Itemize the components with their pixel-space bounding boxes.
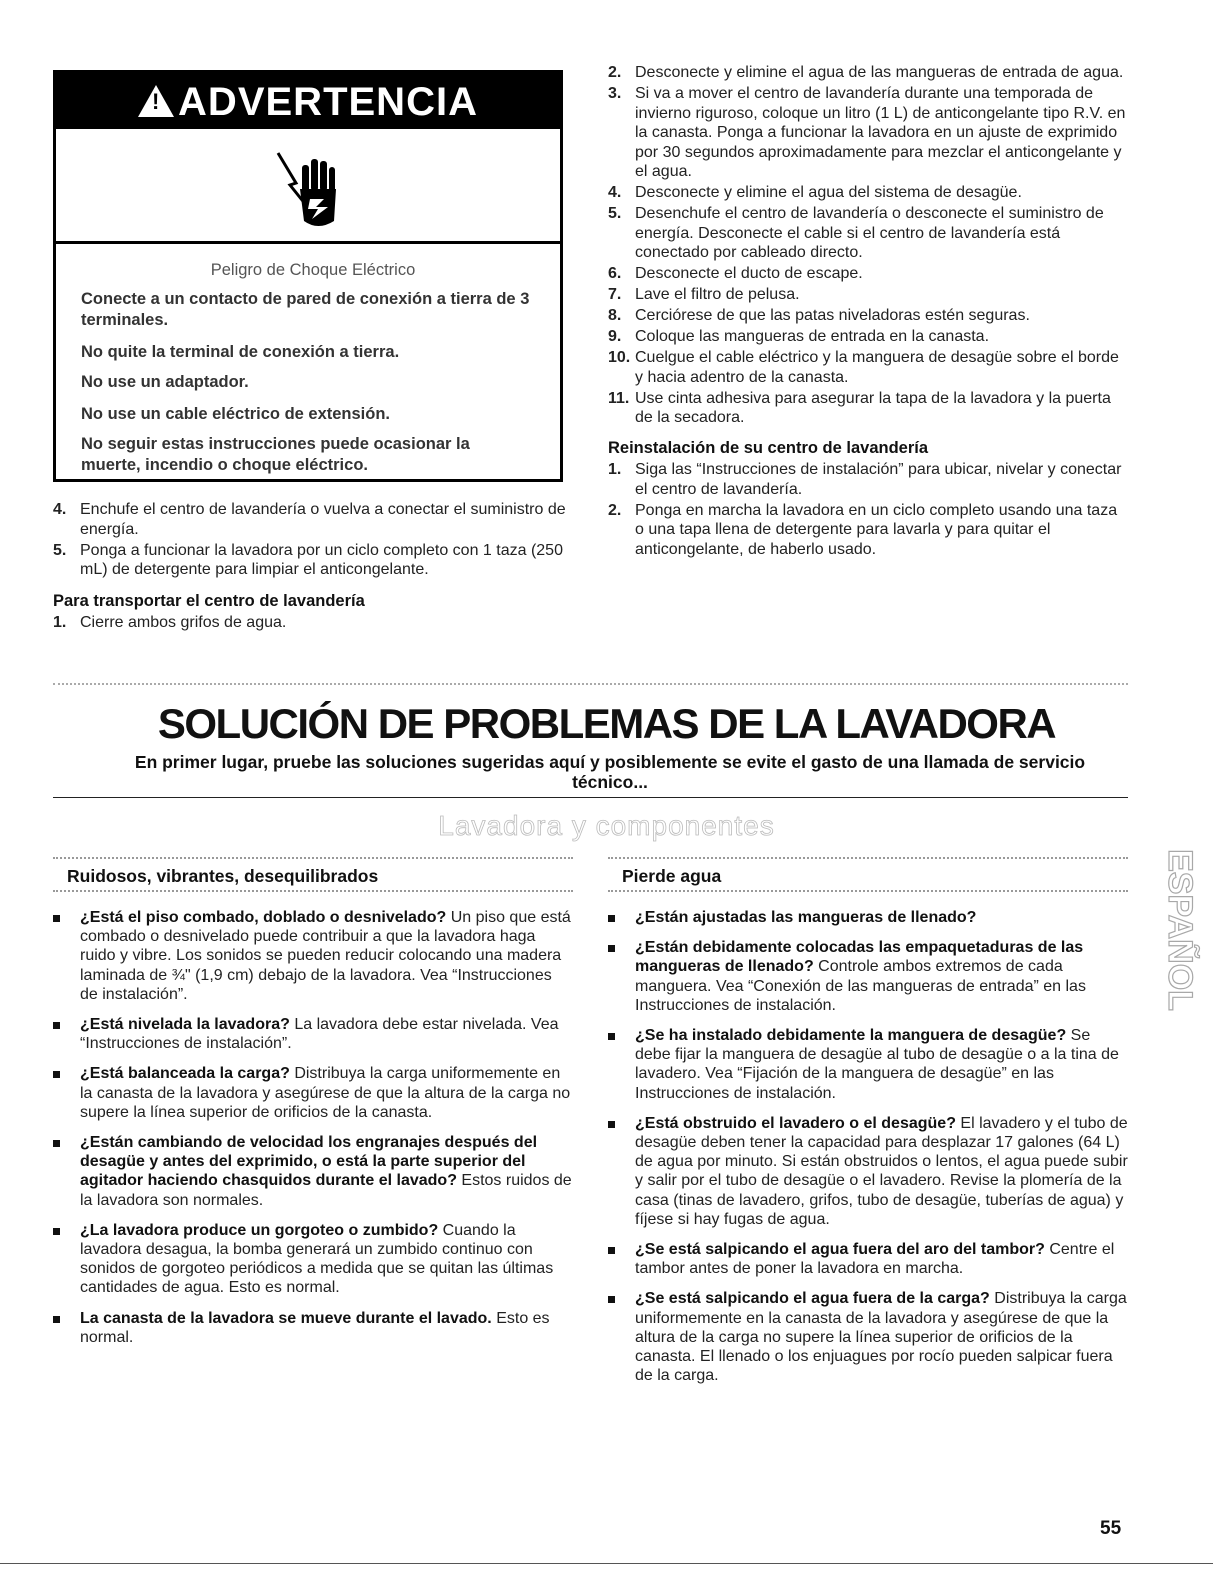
- step-item: [608, 63, 1128, 83]
- step-number: 9.: [608, 328, 622, 345]
- step-number: 4.: [53, 501, 67, 518]
- answer: La lavadora debe estar nivelada. Vea “Instrucciones de instalación”.: [80, 1016, 559, 1053]
- step-number: 5.: [53, 541, 67, 559]
- step-text: Use cinta adhesiva para asegurar la tapa de la lavadora y la puerta de la secadora.: [635, 389, 1111, 426]
- step-item: [608, 501, 1128, 560]
- left-steps: [53, 500, 573, 634]
- step-number: 1.: [608, 461, 622, 478]
- question: ¿Está el piso combado, doblado o desnivelado?: [80, 909, 447, 926]
- step-item: [608, 348, 1128, 387]
- step-number: 2.: [608, 501, 622, 519]
- hazard-label: Peligro de Choque Eléctrico: [210, 261, 416, 279]
- list-item: [608, 1114, 1128, 1229]
- warning-line: No use un adaptador.: [81, 373, 249, 391]
- question: ¿Están cambiando de velocidad los engranajes después del desagüe y antes del exprimido, o está la parte superior del agitador haciendo chasquidos durante el lavado?: [80, 1134, 538, 1190]
- step-text: Enchufe el centro de lavandería o vuelva a conectar el suministro de energía.: [80, 501, 566, 538]
- step-number: 11.: [608, 389, 630, 407]
- step-item: [608, 327, 1128, 347]
- step-text: Desconecte y elimine el agua del sistema de desagüe.: [635, 184, 1022, 201]
- bottom-rule: [0, 1563, 1213, 1564]
- question: ¿Están ajustadas las mangueras de llenado?: [635, 909, 977, 926]
- warning-header: [56, 73, 560, 129]
- step-number: 1.: [53, 614, 67, 631]
- list-item: [53, 1309, 573, 1347]
- question: ¿Se está salpicando el agua fuera de la carga?: [635, 1290, 990, 1308]
- question: ¿Está nivelada la lavadora?: [80, 1016, 290, 1034]
- question: ¿Está balanceada la carga?: [80, 1065, 290, 1083]
- section-header: Lavadora y componentes: [438, 810, 775, 841]
- warning-line: No use un cable eléctrico de extensión.: [81, 405, 391, 423]
- step-item: [608, 264, 1128, 284]
- list-item: [53, 1015, 573, 1053]
- page-number: 55: [1100, 1518, 1122, 1539]
- answer: Un piso que está combado o desnivelado puede contribuir a que la lavadora haga ruido y vibre. Los sonidos se pueden reducir colocando una madera laminada de ¾" (1,9 cm) debajo de la lavadora. Vea “Instrucciones de instalación”.: [80, 909, 571, 1003]
- step-item: [53, 613, 573, 633]
- question: ¿Están debidamente colocadas las empaquetaduras de las mangueras de llenado?: [635, 939, 1084, 976]
- step-number: 7.: [608, 286, 622, 303]
- answer: Centre el tambor antes de poner la lavadora en marcha.: [635, 1241, 1115, 1278]
- step-number: 5.: [608, 205, 622, 222]
- list-item: [53, 1133, 573, 1210]
- transport-heading: Para transportar el centro de lavandería: [53, 591, 365, 610]
- list-item: [53, 908, 573, 1004]
- left-column-title: Ruidosos, vibrantes, desequilibrados: [67, 866, 379, 886]
- step-item: [608, 285, 1128, 305]
- step-text: Si va a mover el centro de lavandería durante una temporada de invierno riguroso, coloque un litro (1 L) de anticongelante tipo R.V. en la canasta. Ponga a funcionar la lavadora en un ajuste de exprimido por 30 segundos aproximadamente para mezclar el anticongelante y el agua.: [635, 85, 1126, 180]
- answer: Distribuya la carga uniformemente en la canasta de la lavadora y asegúrese de que la altura de la carga no supere la línea superior de orificios de la canasta.: [80, 1065, 571, 1121]
- answer: Esto es normal.: [80, 1309, 550, 1346]
- warning-title: ADVERTENCIA: [178, 80, 478, 124]
- warning-line: No seguir estas instrucciones puede ocasionar la muerte, incendio o choque eléctrico.: [81, 435, 470, 474]
- right-troubleshooting-list: [608, 908, 1128, 1396]
- list-item: [608, 938, 1128, 1015]
- page-title: SOLUCIÓN DE PROBLEMAS DE LA LAVADORA: [157, 700, 1056, 747]
- right-column-title: Pierde agua: [622, 866, 722, 886]
- side-tab-label: ESPAÑOL: [1161, 849, 1199, 1011]
- warning-triangle-icon: [138, 85, 174, 117]
- column-rule: [608, 890, 1128, 892]
- question: ¿Se está salpicando el agua fuera del aro del tambor?: [635, 1241, 1045, 1259]
- step-item: [53, 500, 573, 539]
- step-item: [608, 204, 1128, 263]
- reinstall-heading: Reinstalación de su centro de lavandería: [608, 438, 929, 457]
- list-item: [53, 1064, 573, 1122]
- step-item: [53, 541, 573, 580]
- question: La canasta de la lavadora se mueve durante el lavado.: [80, 1309, 492, 1327]
- step-text: Ponga en marcha la lavadora en un ciclo completo usando una taza o una tapa llena de detergente para lavarla y para quitar el anticongelante, de haberlo usado.: [635, 501, 1118, 558]
- step-item: [608, 84, 1128, 182]
- warning-box: [53, 70, 563, 482]
- step-text: Cierre ambos grifos de agua.: [80, 614, 287, 631]
- step-number: 8.: [608, 307, 622, 324]
- step-text: Cerciórese de que las patas niveladoras estén seguras.: [635, 307, 1030, 324]
- left-troubleshooting-list: [53, 908, 573, 1358]
- answer: Cuando la lavadora desagua, la bomba generará un zumbido continuo con sonidos de gorgoteo periódicos a medida que se quitan las últimas cantidades de agua. Esto es normal.: [80, 1221, 554, 1297]
- list-item: [608, 1240, 1128, 1278]
- step-item: [608, 306, 1128, 326]
- answer: Controle ambos extremos de cada manguera. Vea “Conexión de las mangueras de entrada” en las Instrucciones de instalación.: [635, 958, 1086, 1014]
- answer: Estos ruidos de la lavadora son normales.: [80, 1172, 572, 1209]
- step-number: 2.: [608, 64, 622, 81]
- language-side-tab: [1150, 810, 1199, 1050]
- question: ¿La lavadora produce un gorgoteo o zumbido?: [80, 1221, 439, 1239]
- page-subtitle: En primer lugar, pruebe las soluciones sugeridas aquí y posiblemente se evite el gasto de una llamada de servicio técnico...: [134, 752, 1086, 792]
- step-number: 6.: [608, 265, 622, 282]
- question: ¿Se ha instalado debidamente la manguera de desagüe?: [635, 1027, 1067, 1045]
- list-item: [608, 908, 1128, 927]
- column-rule: [53, 857, 573, 859]
- warning-divider: [56, 241, 560, 244]
- step-text: Coloque las mangueras de entrada en la canasta.: [635, 328, 990, 345]
- answer: Distribuya la carga uniformemente en la canasta de la lavadora y asegúrese de que la altura de la carga no supere la línea superior de orificios de la canasta. El llenado o los enjuagues por rocío pueden salpicar fuera de la carga.: [635, 1290, 1127, 1385]
- step-item: [608, 460, 1128, 499]
- list-item: [608, 1289, 1128, 1385]
- title-rule: [53, 797, 1128, 798]
- step-number: 4.: [608, 184, 622, 201]
- step-number: 3.: [608, 85, 622, 102]
- step-number: 10.: [608, 349, 631, 366]
- step-text: Cuelgue el cable eléctrico y la manguera de desagüe sobre el borde y hacia adentro de la canasta.: [635, 349, 1119, 386]
- list-item: [53, 1221, 573, 1298]
- warning-line: No quite la terminal de conexión a tierra.: [81, 343, 400, 361]
- answer: Se debe fijar la manguera de desagüe al tubo de desagüe o a la tina de lavadero. Vea “Fijación de la manguera de desagüe” en las Instrucciones de instalación.: [635, 1027, 1119, 1102]
- right-steps: [608, 63, 1128, 561]
- step-item: [608, 183, 1128, 203]
- section-divider: [53, 683, 1128, 685]
- step-item: [608, 389, 1128, 428]
- warning-line: Conecte a un contacto de pared de conexión a tierra de 3 terminales.: [81, 290, 530, 329]
- column-rule: [608, 857, 1128, 859]
- step-text: Ponga a funcionar la lavadora por un ciclo completo con 1 taza (250 mL) de detergente para limpiar el anticongelante.: [80, 541, 563, 578]
- step-text: Desconecte y elimine el agua de las mangueras de entrada de agua.: [635, 64, 1124, 81]
- step-text: Siga las “Instrucciones de instalación” para ubicar, nivelar y conectar el centro de lavandería.: [635, 461, 1122, 498]
- step-text: Lave el filtro de pelusa.: [635, 286, 800, 303]
- step-text: Desconecte el ducto de escape.: [635, 265, 863, 282]
- answer: El lavadero y el tubo de desagüe deben tener la capacidad para desplazar 17 galones (64 L) de agua por minuto. Si están obstruidos o lentos, el agua puede subir y salir por el tubo de desagüe o el lavadero. Revise la plomería de la casa (tinas de lavadero, grifos, tubo de desagüe, tuberías de agua) y fíjese si hay fugas de agua.: [635, 1114, 1128, 1228]
- column-rule: [53, 890, 573, 892]
- step-text: Desenchufe el centro de lavandería o desconecte el suministro de energía. Desconecte el cable si el centro de lavandería está conectado por cableado directo.: [635, 205, 1104, 261]
- question: ¿Está obstruido el lavadero o el desagüe?: [635, 1114, 956, 1132]
- list-item: [608, 1026, 1128, 1103]
- electric-shock-hand-icon: [256, 143, 356, 233]
